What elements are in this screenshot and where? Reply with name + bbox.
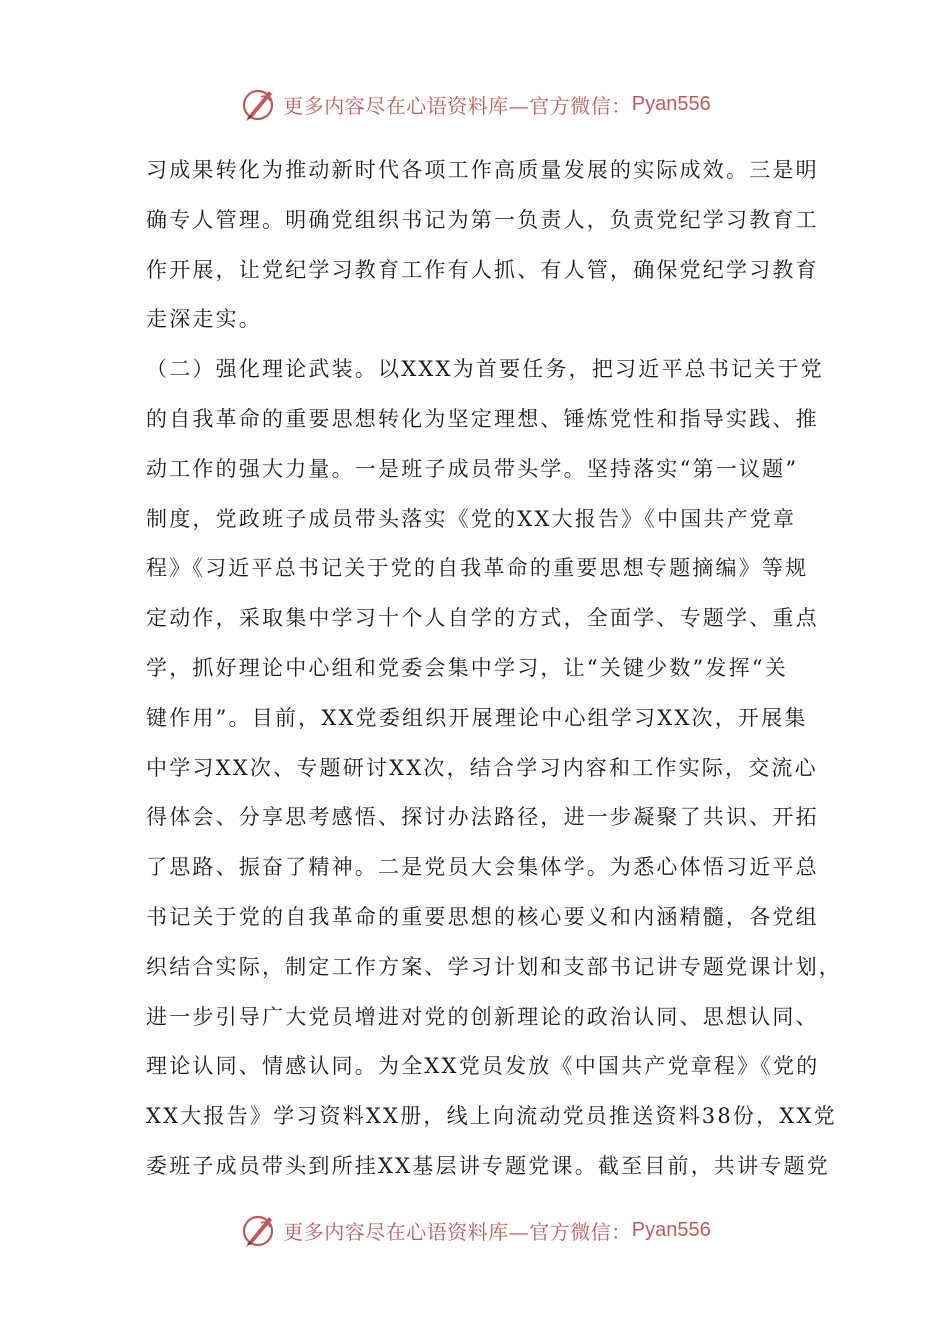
text-line: 织结合实际，制定工作方案、学习计划和支部书记讲专题党课计划， — [146, 954, 842, 979]
quill-pen-logo-icon — [239, 85, 277, 123]
text-line: 定动作，采取集中学习十个人自学的方式，全面学、专题学、重点 — [146, 606, 819, 631]
watermark-wechat-id: Pyan556 — [631, 92, 711, 115]
document-body — [146, 146, 842, 1192]
text-line: 制度，党政班子成员带头落实《党的XX大报告》《中国共产党章 — [146, 506, 797, 531]
text-line: 键作用”。目前，XX党委组织开展理论中心组学习XX次，开展集 — [146, 705, 808, 730]
text-line: 中学习XX次、专题研讨XX次，结合学习内容和工作实际，交流心 — [146, 755, 818, 780]
section-heading-line: （二）强化理论武装。以XXX为首要任务，把习近平总书记关于党 — [146, 357, 824, 382]
text-line: XX大报告》学习资料XX册，线上向流动党员推送资料38份，XX党 — [146, 1104, 837, 1129]
watermark-wechat-id: Pyan556 — [631, 1218, 711, 1241]
text-line: 了思路、振奋了精神。二是党员大会集体学。为悉心体悟习近平总 — [146, 855, 819, 880]
text-line: 程》《习近平总书记关于党的自我革命的重要思想专题摘编》等规 — [146, 556, 809, 581]
quill-pen-logo-icon — [239, 1211, 277, 1249]
watermark-text: 更多内容尽在心语资料库—官方微信： — [283, 93, 632, 118]
footer-watermark-banner — [0, 1210, 950, 1250]
text-line: 进一步引导广大党员增进对党的创新理论的政治认同、思想认同、 — [146, 1004, 819, 1029]
header-watermark-banner — [0, 84, 950, 124]
text-line: 确专人管理。明确党组织书记为第一负责人，负责党纪学习教育工 — [146, 207, 819, 232]
text-line: 委班子成员带头到所挂XX基层讲专题党课。截至目前，共讲专题党 — [146, 1153, 830, 1178]
text-line: 得体会、分享思考感悟、探讨办法路径，进一步凝聚了共识、开拓 — [146, 805, 819, 830]
watermark-text: 更多内容尽在心语资料库—官方微信： — [283, 1219, 632, 1244]
text-line: 学，抓好理论中心组和党委会集中学习，让“关键少数”发挥“关 — [146, 655, 789, 680]
text-line: 的自我革命的重要思想转化为坚定理想、锤炼党性和指导实践、推 — [146, 406, 819, 431]
text-line: 书记关于党的自我革命的重要思想的核心要义和内涵精髓，各党组 — [146, 904, 819, 929]
text-line: 理论认同、情感认同。为全XX党员发放《中国共产党章程》《党的 — [146, 1054, 820, 1079]
text-line: 走深走实。 — [146, 307, 262, 332]
text-line: 作开展，让党纪学习教育工作有人抓、有人管，确保党纪学习教育 — [146, 257, 819, 282]
text-line: 动工作的强大力量。一是班子成员带头学。坚持落实“第一议题” — [146, 456, 799, 481]
text-line: 习成果转化为推动新时代各项工作高质量发展的实际成效。三是明 — [146, 158, 819, 182]
